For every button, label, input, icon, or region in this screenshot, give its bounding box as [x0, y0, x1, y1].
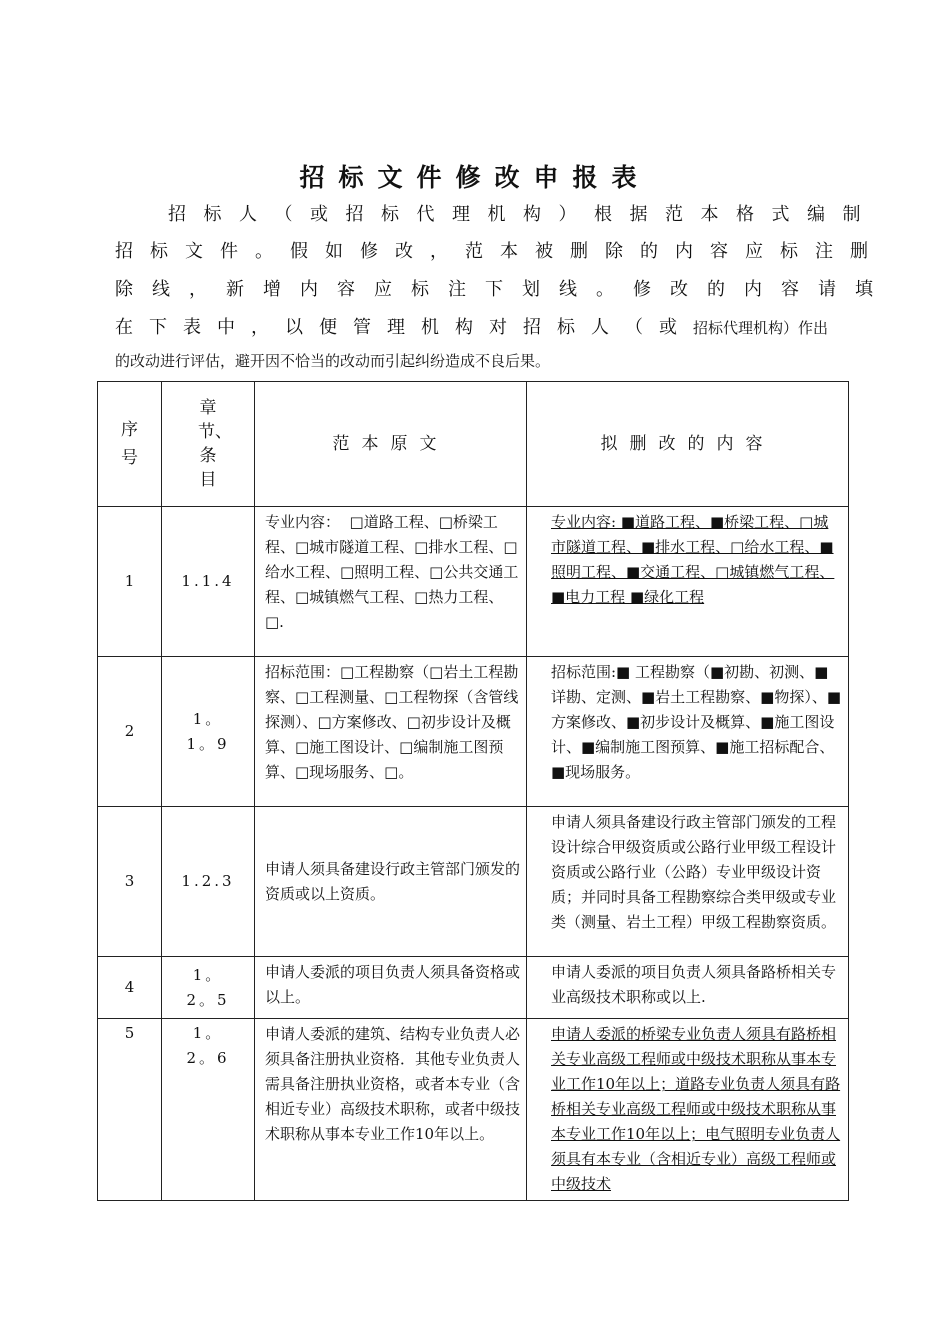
row-modified-text: 申请人委派的项目负责人须具备路桥相关专业高级技术职称或以上. — [551, 963, 837, 1006]
row-original — [255, 957, 527, 1019]
row-original — [255, 507, 527, 657]
row-section: 1。2。6 — [162, 1019, 255, 1201]
row-section: 1.1.4 — [162, 507, 255, 657]
row-section: 1。1。9 — [162, 657, 255, 807]
row-original-text: 申请人须具备建设行政主管部门颁发的资质或以上资质。 — [265, 859, 521, 903]
header-section: 章节、条目 — [162, 382, 255, 507]
row-modified — [527, 507, 849, 657]
row-original — [255, 657, 527, 807]
header-original: 范本原文 — [255, 382, 527, 507]
modification-table — [97, 381, 849, 1201]
row-modified — [527, 957, 849, 1019]
header-modified: 拟删改的内容 — [527, 382, 849, 507]
row-modified — [527, 807, 849, 957]
row-no: 1 — [98, 507, 162, 657]
row-modified-text: 申请人委派的桥梁专业负责人须具有路桥相关专业高级工程师或中级技术职称从事本专业工作10年以上；道路专业负责人须具有路桥相关专业高级工程师或中级技术职称从事本专业工作10年以上；电气照明专业负责人须具有本专业（含相近专业）高级工程师或中级技术 — [551, 1025, 841, 1193]
table-row — [98, 807, 849, 957]
intro-line-4b: 招标代理机构）作出 — [693, 319, 829, 337]
row-original-text: 专业内容： □道路工程、□桥梁工程、□城市隧道工程、□排水工程、□给水工程、□照明工程、□公共交通工程、□城镇燃气工程、□热力工程、□. — [265, 513, 519, 631]
table-row — [98, 507, 849, 657]
row-no: 4 — [98, 957, 162, 1019]
row-modified — [527, 1019, 849, 1201]
row-modified-text: 专业内容: ■道路工程、■桥梁工程、□城市隧道工程、■排水工程、□给水工程、■照明工程、■交通工程、□城镇燃气工程、■电力工程 ■绿化工程 — [551, 513, 835, 606]
header-no: 序号 — [98, 382, 162, 507]
row-original-text: 申请人委派的项目负责人须具备资格或以上。 — [265, 963, 521, 1006]
row-no: 3 — [98, 807, 162, 957]
table-row — [98, 1019, 849, 1201]
row-modified — [527, 657, 849, 807]
intro-line-4 — [115, 313, 845, 339]
row-no: 2 — [98, 657, 162, 807]
intro-line-4a: 在下表中，以便管理机构对招标人（或 — [115, 317, 693, 338]
row-original-text: 申请人委派的建筑、结构专业负责人必须具备注册执业资格．其他专业负责人需具备注册执业资格，或者本专业（含相近专业）高级技术职称，或者中级技术职称从事本专业工作10年以上。 — [265, 1025, 521, 1143]
row-modified-text: 招标范围:■ 工程勘察（■初勘、初测、■详勘、定测、■岩土工程勘察、■物探）、■方案修改、■初步设计及概算、■施工图设计、■编制施工图预算、■施工招标配合、■现场服务。 — [551, 663, 842, 781]
row-original — [255, 1019, 527, 1201]
intro-line-2: 招标文件。假如修改，范本被删除的内容应标注删 — [115, 241, 885, 262]
intro-line-1: 招标人（或招标代理机构）根据范本格式编制 — [168, 204, 878, 225]
row-no: 5 — [98, 1019, 162, 1201]
row-modified-text: 申请人须具备建设行政主管部门颁发的工程设计综合甲级资质或公路行业甲级工程设计资质或公路行业（公路）专业甲级设计资质；并同时具备工程勘察综合类甲级或专业类（测量、岩土工程）甲级工程勘察资质。 — [551, 813, 837, 931]
row-section: 1.2.3 — [162, 807, 255, 957]
table-header-row — [98, 382, 849, 507]
row-section: 1。2。5 — [162, 957, 255, 1019]
row-original-text: 招标范围：□工程勘察（□岩土工程勘察、□工程测量、□工程物探（含管线探测）、□方案修改、□初步设计及概算、□施工图设计、□编制施工图预算、□现场服务、□。 — [265, 663, 519, 781]
intro-line-3: 除线，新增内容应标注下划线。修改的内容请填 — [115, 279, 892, 300]
intro-line-5: 的改动进行评估，避开因不恰当的改动而引起纠纷造成不良后果。 — [115, 352, 551, 370]
table-row — [98, 957, 849, 1019]
table-row — [98, 657, 849, 807]
page-title: 招标文件修改申报表 — [299, 163, 651, 192]
row-original — [255, 807, 527, 957]
